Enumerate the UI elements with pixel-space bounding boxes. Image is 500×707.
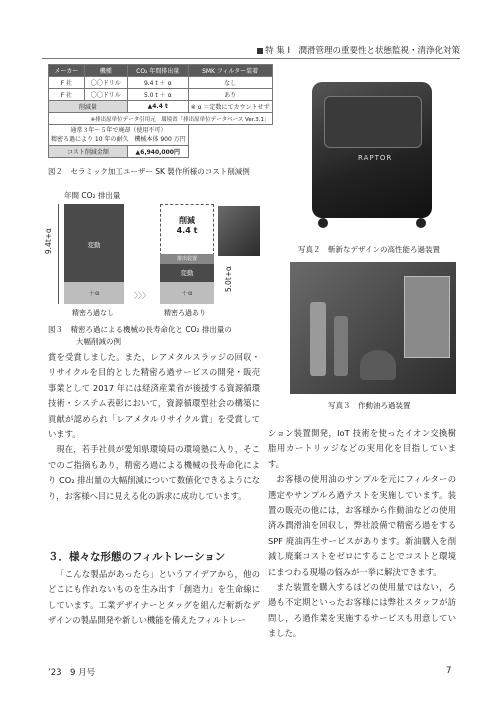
table-row-life bbox=[49, 125, 273, 146]
cost-label: コスト削減金額 bbox=[49, 146, 128, 158]
label-with-filter: 精密ろ過あり bbox=[164, 309, 206, 317]
control-cabinet bbox=[404, 276, 450, 358]
equipment-photo-thumbnail bbox=[218, 206, 260, 256]
oil-drum bbox=[360, 350, 396, 380]
cost-table bbox=[48, 64, 273, 158]
life-note-line2: 精密ろ過により 10 年の耐久 機械本体 900 万円 bbox=[51, 136, 186, 143]
table-row bbox=[49, 89, 273, 101]
table-cell: 9.4 t ＋ α bbox=[127, 77, 188, 89]
left-paragraph-1: 賞を受賞しました。また，レアメタルスラッジの回収・リサイクルを目的とした精密ろ過サービスの開発・販売事業として 2017 年には経済産業省が後援する資源循環技術・システム表彰において，資源循環型社会の構築に貢献が認められ「レアメタルリサイクル賞」を受賞しています。 bbox=[48, 352, 260, 440]
page-number: 7 bbox=[446, 666, 452, 676]
bar2-mid-label: 変動 bbox=[180, 269, 194, 277]
bar-without-alpha bbox=[64, 282, 124, 304]
table-cell: あり bbox=[188, 89, 272, 101]
bar-with-variable bbox=[160, 264, 214, 282]
table-cell: なし bbox=[188, 77, 272, 89]
chart-arrow: 〉〉〉 bbox=[134, 291, 150, 300]
header-square-icon bbox=[257, 48, 263, 54]
reduction-cut-label: 削減 bbox=[179, 216, 195, 225]
bar2-bottom-label: ＋α bbox=[181, 289, 193, 297]
bar-with-alpha bbox=[160, 282, 214, 304]
table-header-row bbox=[49, 65, 273, 77]
reduction-value: ▲4.4 t bbox=[127, 101, 188, 113]
left-axis-line bbox=[58, 204, 59, 304]
life-note bbox=[49, 125, 189, 146]
right-paragraph-2: お客様の使用油のサンプルを元にフィルターの選定やサンプルろ過テストを実施しています。装置の販売の他には，お客様から作動油などの使用済み潤滑油を回収し，弊社設備で精密ろ過をする SPF 廃油再生サービスがあります。新油購入を削減し廃棄コストをゼロにすることでコストと環境にまつわる現場の悩みが一挙に解決できます。 bbox=[268, 474, 456, 577]
reduction-cut-value: 4.4 t bbox=[176, 226, 198, 235]
chart-title: 年間 CO₂ 排出量 bbox=[64, 191, 121, 200]
source-note: ※排出原単位データ引用元 環境省「排出原単位データベース Ver.3.1」 bbox=[49, 113, 273, 125]
table-header-cell: CO₂ 年間排出量 bbox=[127, 65, 188, 77]
cost-value: ▲6,940,000円 bbox=[127, 146, 188, 158]
label-without-filter: 精密ろ過なし bbox=[72, 309, 114, 317]
right-axis-label: 5.0t+α bbox=[224, 266, 233, 293]
reduction-label: 削減量 bbox=[49, 101, 128, 113]
right-paragraph-1: ション装置開発，IoT 技術を使ったイオン交換樹脂用カートリッジなどの実用化を目指しています。 bbox=[268, 428, 456, 469]
device-wheel bbox=[318, 218, 328, 228]
header-rule bbox=[42, 58, 460, 59]
fig3-caption-line1: 図３ 精密ろ過による機械の長寿命化と CO₂ 排出量の bbox=[48, 325, 232, 334]
table-cell: 〇〇ドリル bbox=[84, 77, 127, 89]
filter-canister bbox=[334, 316, 348, 376]
table-header-cell: 機種 bbox=[84, 65, 127, 77]
device-wheel bbox=[416, 218, 426, 228]
bar1-bottom-label: ＋α bbox=[88, 289, 100, 297]
table-header-cell: SMK フィルター装着 bbox=[188, 65, 272, 77]
left-axis-label: 9.4t+α bbox=[44, 228, 53, 255]
life-note-line1: 通常３年～５年で廃却（使用不可） bbox=[70, 127, 167, 134]
table-cell: 〇〇ドリル bbox=[84, 89, 127, 101]
section-heading: ３．様々な形態のフィルトレーション bbox=[48, 551, 226, 563]
right-paragraph-3: また装置を購入するほどの使用量ではない，ろ過も不定期といったお客様には弊社スタッフが訪問し，ろ過作業を実施するサービスも用意していました。 bbox=[268, 582, 456, 639]
table-header-cell: メーカー bbox=[49, 65, 85, 77]
bar2-band-label: 排出装置 bbox=[176, 256, 197, 262]
table-row-cost bbox=[49, 146, 273, 158]
table-cell: 5.0 t ＋ α bbox=[127, 89, 188, 101]
photo3-caption: 写真３ 作動油ろ過装置 bbox=[328, 401, 411, 410]
left-paragraph-2: 現在，若手社員が愛知県環境局の環境塾に入り，そこでのご指摘もあり，精密ろ過による機械の長寿命化により CO₂ 排出量の大幅削減について数値化できるようになり，お客様へ目に見える化の訴求に成功しています。 bbox=[48, 444, 260, 501]
header-label: 特 集 Ⅰ 潤滑管理の重要性と状態監視・清浄化対策 bbox=[265, 46, 460, 56]
bar-with-device bbox=[160, 254, 214, 264]
fig3-caption-line2: 大幅削減の例 bbox=[76, 337, 121, 346]
table-row bbox=[49, 77, 273, 89]
bar-with-reduction bbox=[160, 204, 214, 256]
table-cell: F 社 bbox=[49, 89, 85, 101]
left-column-text bbox=[48, 350, 260, 504]
fig2-caption: 図２ セラミック加工ユーザー SK 製作所様のコスト削減例 bbox=[48, 167, 250, 176]
empty-cell bbox=[188, 146, 272, 158]
photo2-caption: 写真２ 斬新なデザインの高性能ろ過装置 bbox=[298, 245, 440, 254]
table-row-reduction bbox=[49, 101, 273, 113]
running-header bbox=[250, 44, 460, 56]
footer-issue: ’23 9 月号 bbox=[48, 668, 96, 678]
device-brand: RAPTOR bbox=[358, 154, 393, 162]
device-top-panel bbox=[324, 96, 422, 148]
reduction-note: ※ α ＝定数にてカウントせず bbox=[188, 101, 272, 113]
right-column-text bbox=[268, 426, 456, 642]
empty-cell bbox=[188, 125, 272, 146]
bar1-top-label: 変動 bbox=[87, 241, 101, 249]
table-row-source bbox=[49, 113, 273, 125]
left-paragraph-3: 「こんな製品があったら」というアイデアから，他のどこにも作れないものを生み出す「創造力」を生命線にしています。工業デザイナーとタッグを組んだ斬新なデザインの製品開発や新しい機能を備えたフィルトレー bbox=[48, 569, 260, 626]
left-column-text-2 bbox=[48, 567, 260, 629]
photo3 bbox=[290, 262, 456, 394]
filter-canister bbox=[310, 302, 326, 376]
photo2 bbox=[288, 68, 454, 238]
table-cell: F 社 bbox=[49, 77, 85, 89]
bar-without-variable bbox=[64, 204, 124, 282]
